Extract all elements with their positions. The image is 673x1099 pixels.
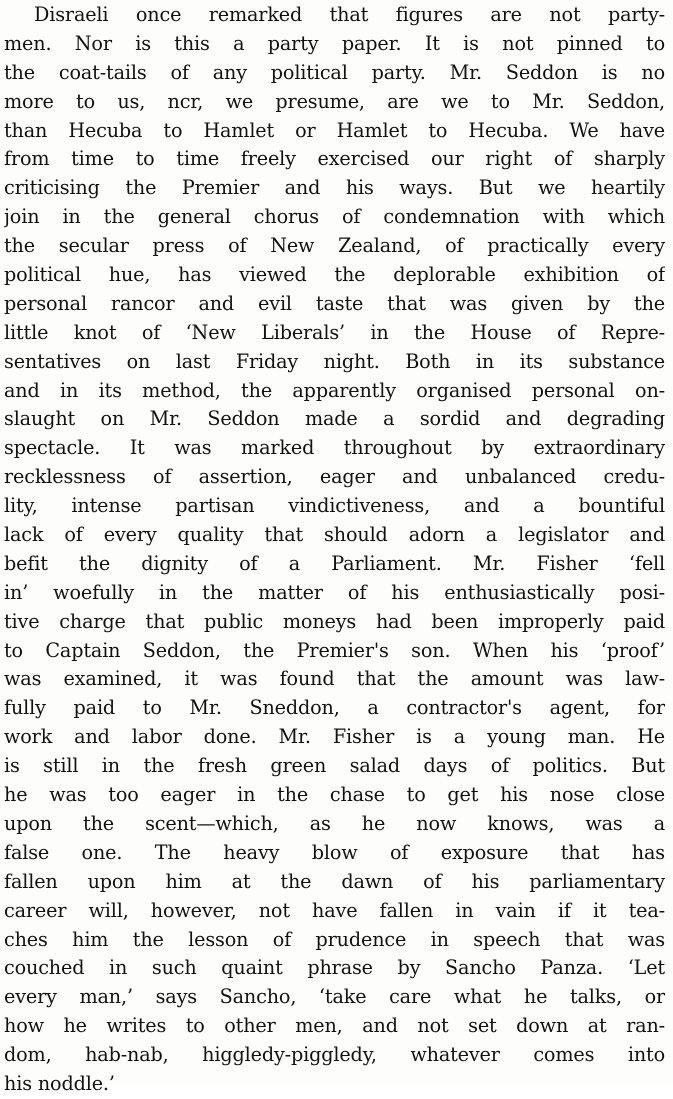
article-line: lack of every quality that should adorn a legislator and bbox=[4, 523, 665, 547]
article-line: the secular press of New Zealand, of practically every bbox=[4, 234, 665, 258]
article-line: fallen upon him at the dawn of his parliamentary bbox=[4, 869, 665, 893]
article-line: upon the scent—which, as he now knows, was a bbox=[4, 811, 665, 835]
article-line: false one. The heavy blow of exposure that has bbox=[4, 840, 665, 864]
article-line: is still in the fresh green salad days of politics. But bbox=[4, 754, 665, 778]
article-line: tive charge that public moneys had been improperly paid bbox=[4, 609, 665, 633]
article-line: little knot of ‘New Liberals’ in the House of Repre- bbox=[4, 320, 665, 344]
article-line: and in its method, the apparently organised personal on- bbox=[4, 378, 665, 402]
editorial-article bbox=[4, 1, 665, 1099]
article-line: he was too eager in the chase to get his nose close bbox=[4, 783, 665, 807]
article-line: dom, hab-nab, higgledy-piggledy, whatever comes into bbox=[4, 1043, 665, 1067]
article-line: work and labor done. Mr. Fisher is a young man. He bbox=[4, 725, 665, 749]
article-line: men. Nor is this a party paper. It is not pinned to bbox=[4, 31, 665, 55]
article-line: ches him the lesson of prudence in speech that was bbox=[4, 927, 665, 951]
article-line: from time to time freely exercised our right of sharply bbox=[4, 147, 665, 171]
article-line: fully paid to Mr. Sneddon, a contractor's agent, for bbox=[4, 696, 665, 720]
article-line: more to us, ncr, we presume, are we to Mr. Seddon, bbox=[4, 89, 665, 113]
article-line: sentatives on last Friday night. Both in its substance bbox=[4, 349, 665, 373]
article-line: his noddle.’ bbox=[4, 1071, 115, 1095]
article-line: criticising the Premier and his ways. But we heartily bbox=[4, 176, 665, 200]
article-line: the coat-tails of any political party. Mr. Seddon is no bbox=[4, 60, 665, 84]
article-line: Disraeli once remarked that figures are not party- bbox=[34, 3, 665, 26]
article-line: career will, however, not have fallen in vain if it tea- bbox=[4, 898, 665, 922]
article-line: to Captain Seddon, the Premier's son. When his ‘proof’ bbox=[4, 638, 665, 662]
article-line: slaught on Mr. Seddon made a sordid and degrading bbox=[4, 407, 665, 431]
article-line: spectacle. It was marked throughout by extraordinary bbox=[4, 436, 665, 460]
article-line: in’ woefully in the matter of his enthusiastically posi- bbox=[4, 580, 665, 604]
article-line: couched in such quaint phrase by Sancho Panza. ‘Let bbox=[4, 956, 665, 980]
article-line: every man,’ says Sancho, ‘take care what he talks, or bbox=[4, 985, 665, 1009]
article-line: befit the dignity of a Parliament. Mr. Fisher ‘fell bbox=[4, 551, 665, 575]
article-line: than Hecuba to Hamlet or Hamlet to Hecuba. We have bbox=[4, 118, 665, 142]
article-line: join in the general chorus of condemnation with which bbox=[4, 205, 665, 229]
article-line: recklessness of assertion, eager and unbalanced credu- bbox=[4, 465, 665, 489]
article-line: political hue, has viewed the deplorable exhibition of bbox=[4, 263, 665, 287]
article-line: lity, intense partisan vindictiveness, and a bountiful bbox=[4, 494, 665, 518]
article-line: was examined, it was found that the amount was law- bbox=[4, 667, 665, 691]
article-line: personal rancor and evil taste that was given by the bbox=[4, 291, 665, 315]
article-line: how he writes to other men, and not set down at ran- bbox=[4, 1014, 665, 1038]
